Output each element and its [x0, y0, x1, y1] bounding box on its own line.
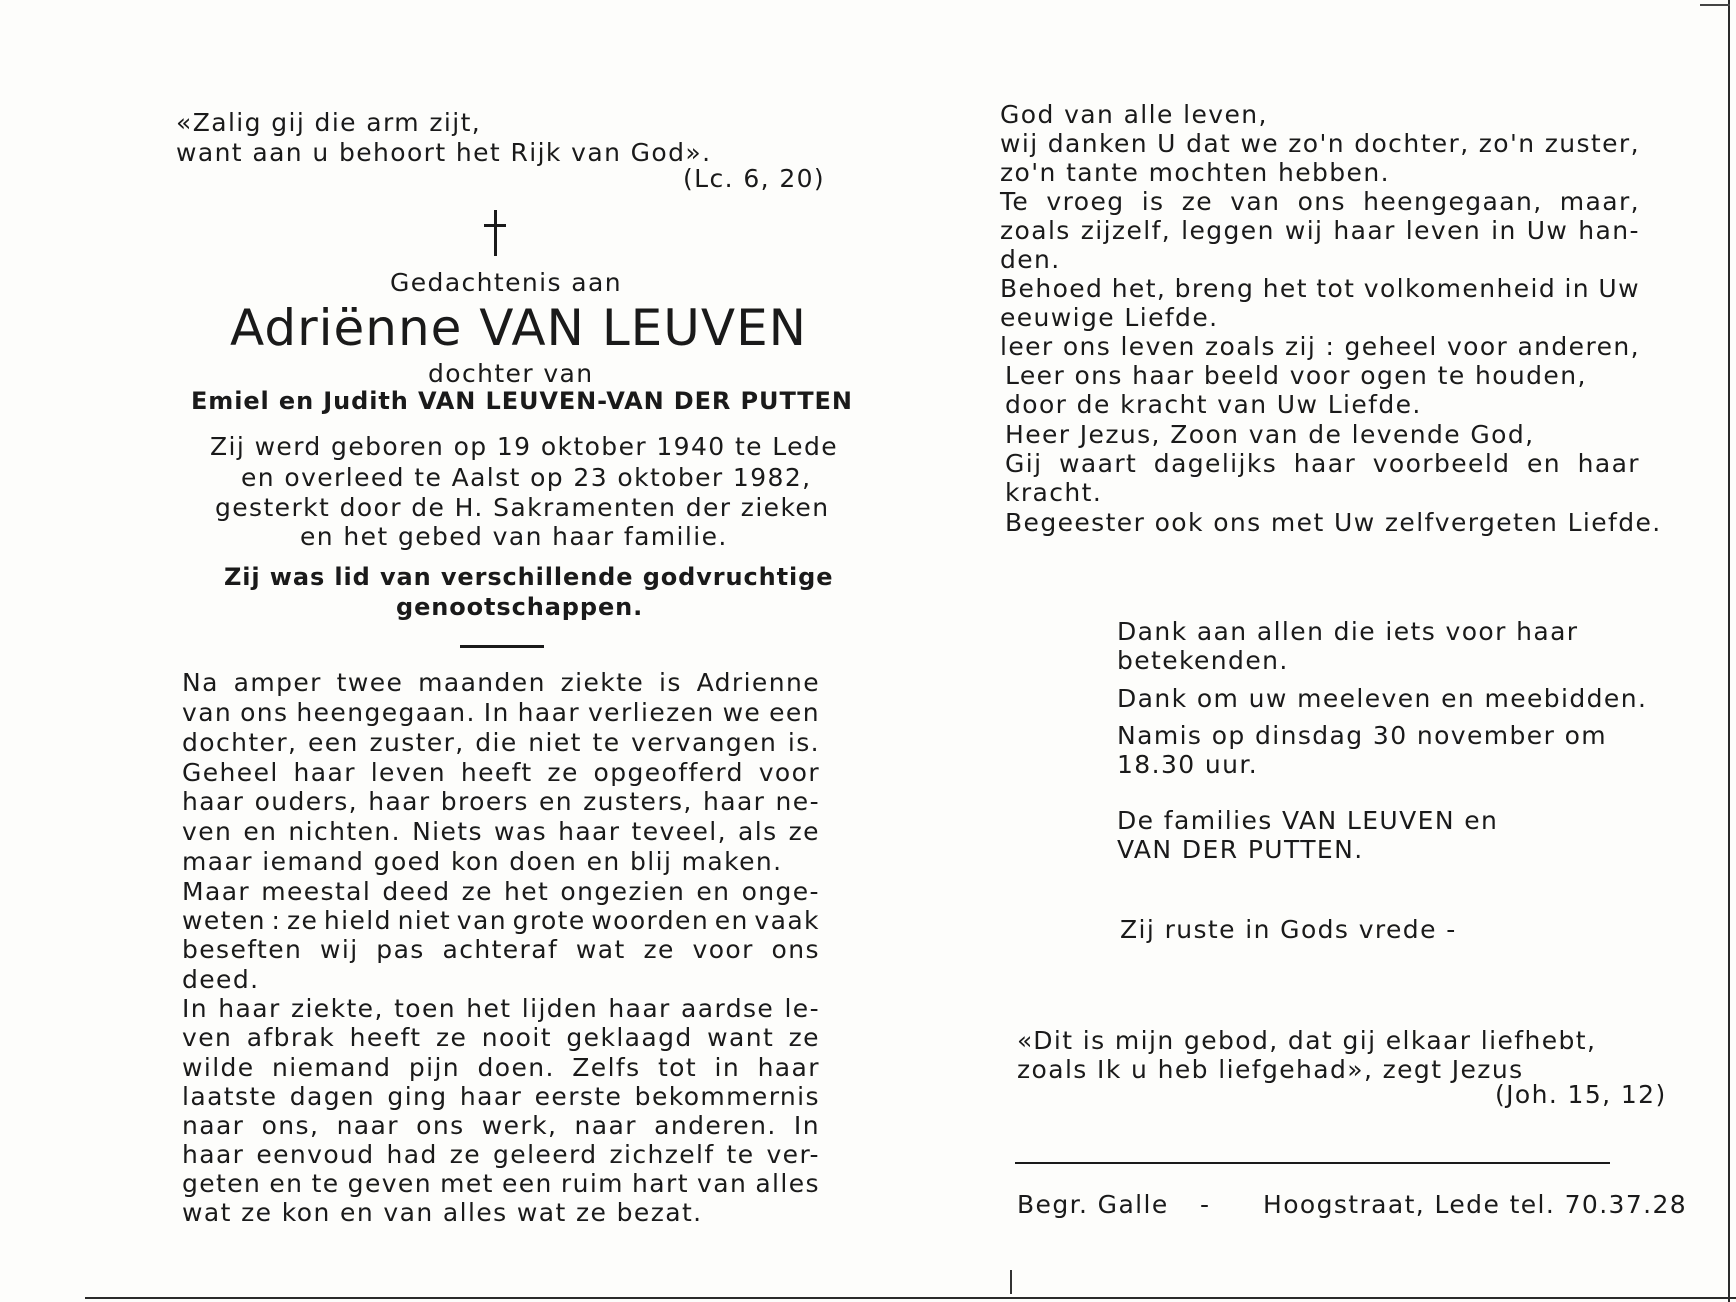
- prayer-line: Begeester ook ons met Uw zelfvergeten Liefde.: [1005, 508, 1662, 537]
- body-line: haar eenvoud had ze geleerd zichzelf te ver-: [182, 1140, 820, 1169]
- prayer-line: Behoed het, breng het tot volkomenheid in Uw: [1000, 274, 1640, 303]
- card-edge-bottom: [85, 1297, 1736, 1299]
- closing-quote-line-2: zoals Ik u heb liefgehad», zegt Jezus: [1017, 1055, 1524, 1084]
- body-line: deed.: [182, 965, 260, 994]
- prayer-line: Heer Jezus, Zoon van de levende God,: [1005, 420, 1535, 449]
- prayer-line: Te vroeg is ze van ons heengegaan, maar,: [1000, 187, 1640, 216]
- body-line: wat ze kon en van alles wat ze bezat.: [182, 1198, 703, 1227]
- bio-line-2: en overleed te Aalst op 23 oktober 1982,: [241, 463, 812, 492]
- body-line: beseften wij pas achteraf wat ze voor ons: [182, 935, 820, 964]
- prayer-line: eeuwige Liefde.: [1000, 303, 1219, 332]
- thanks-line-1: Dank aan allen die iets voor haar: [1117, 617, 1579, 646]
- body-line: ven afbrak heeft ze nooit geklaagd want ze: [182, 1023, 820, 1052]
- prayer-line: leer ons leven zoals zij : geheel voor anderen,: [1000, 332, 1640, 361]
- rest-in-peace: Zij ruste in Gods vrede -: [1120, 915, 1457, 944]
- printer-address: Hoogstraat, Lede tel. 70.37.28: [1263, 1190, 1688, 1219]
- prayer-line: kracht.: [1005, 478, 1103, 507]
- memorial-heading: Gedachtenis aan: [390, 268, 622, 297]
- closing-quote-reference: (Joh. 15, 12): [1495, 1080, 1667, 1109]
- card-edge-right: [1728, 0, 1730, 1302]
- membership-line-2: genootschappen.: [396, 593, 644, 621]
- prayer-line: zoals zijzelf, leggen wij haar leven in Uw han-: [1000, 216, 1640, 245]
- section-divider: [460, 645, 544, 648]
- footer-divider: [1015, 1162, 1610, 1164]
- body-line: Maar meestal deed ze het ongezien en onge-: [182, 877, 820, 906]
- bio-line-3: gesterkt door de H. Sakramenten der zieken: [215, 493, 830, 522]
- daughter-of-label: dochter van: [428, 359, 594, 388]
- body-line: In haar ziekte, toen het lijden haar aardse le-: [182, 994, 820, 1023]
- latin-cross-icon: [483, 210, 507, 256]
- bio-line-4: en het gebed van haar familie.: [300, 522, 728, 551]
- prayer-line: God van alle leven,: [1000, 100, 1268, 129]
- printer-dash: -: [1200, 1190, 1211, 1219]
- bible-quote-line-1: «Zalig gij die arm zijt,: [176, 108, 482, 137]
- prayer-line: zo'n tante mochten hebben.: [1000, 158, 1390, 187]
- bio-line-1: Zij werd geboren op 19 oktober 1940 te Lede: [210, 432, 838, 461]
- membership-line-1: Zij was lid van verschillende godvruchtige: [224, 563, 834, 591]
- bible-quote-reference: (Lc. 6, 20): [683, 164, 826, 193]
- body-line: dochter, een zuster, die niet te vervangen is.: [182, 728, 820, 757]
- thanks-line-2: betekenden.: [1117, 646, 1289, 675]
- parents-names: Emiel en Judith VAN LEUVEN-VAN DER PUTTEN: [191, 387, 853, 415]
- prayer-line: Leer ons haar beeld voor ogen te houden,: [1005, 361, 1587, 390]
- prayer-line: Gij waart dagelijks haar voorbeeld en haar: [1005, 449, 1640, 478]
- families-line-2: VAN DER PUTTEN.: [1117, 835, 1364, 864]
- prayer-line: door de kracht van Uw Liefde.: [1005, 390, 1422, 419]
- body-line: naar ons, naar ons werk, naar anderen. In: [182, 1111, 820, 1140]
- prayer-line: den.: [1000, 245, 1061, 274]
- body-line: laatste dagen ging haar eerste bekommernis: [182, 1082, 820, 1111]
- families-line-1: De families VAN LEUVEN en: [1117, 806, 1499, 835]
- printer-name: Begr. Galle: [1017, 1190, 1169, 1219]
- body-line: weten : ze hield niet van grote woorden en vaak: [182, 906, 820, 935]
- card-edge-top: [1700, 4, 1730, 6]
- body-line: haar ouders, haar broers en zusters, haar ne-: [182, 787, 820, 816]
- closing-quote-line-1: «Dit is mijn gebod, dat gij elkaar liefhebt,: [1017, 1026, 1597, 1055]
- body-line: geten en te geven met een ruim hart van alles: [182, 1169, 820, 1198]
- bible-quote-line-2: want aan u behoort het Rijk van God».: [176, 138, 712, 167]
- body-line: van ons heengegaan. In haar verliezen we een: [182, 698, 820, 727]
- body-line: Geheel haar leven heeft ze opgeofferd voor: [182, 758, 820, 787]
- mass-line-1: Namis op dinsdag 30 november om: [1117, 721, 1608, 750]
- body-line: ven en nichten. Niets was haar teveel, als ze: [182, 817, 820, 846]
- prayer-line: wij danken U dat we zo'n dochter, zo'n zuster,: [1000, 129, 1640, 158]
- body-line: Na amper twee maanden ziekte is Adrienne: [182, 668, 820, 697]
- deceased-name: Adriënne VAN LEUVEN: [230, 299, 808, 357]
- thanks-support-line: Dank om uw meeleven en meebidden.: [1117, 684, 1648, 713]
- mass-line-2: 18.30 uur.: [1117, 750, 1259, 779]
- body-line: wilde niemand pijn doen. Zelfs tot in haar: [182, 1053, 820, 1082]
- fold-mark: [1010, 1270, 1012, 1294]
- body-line: maar iemand goed kon doen en blij maken.: [182, 847, 783, 876]
